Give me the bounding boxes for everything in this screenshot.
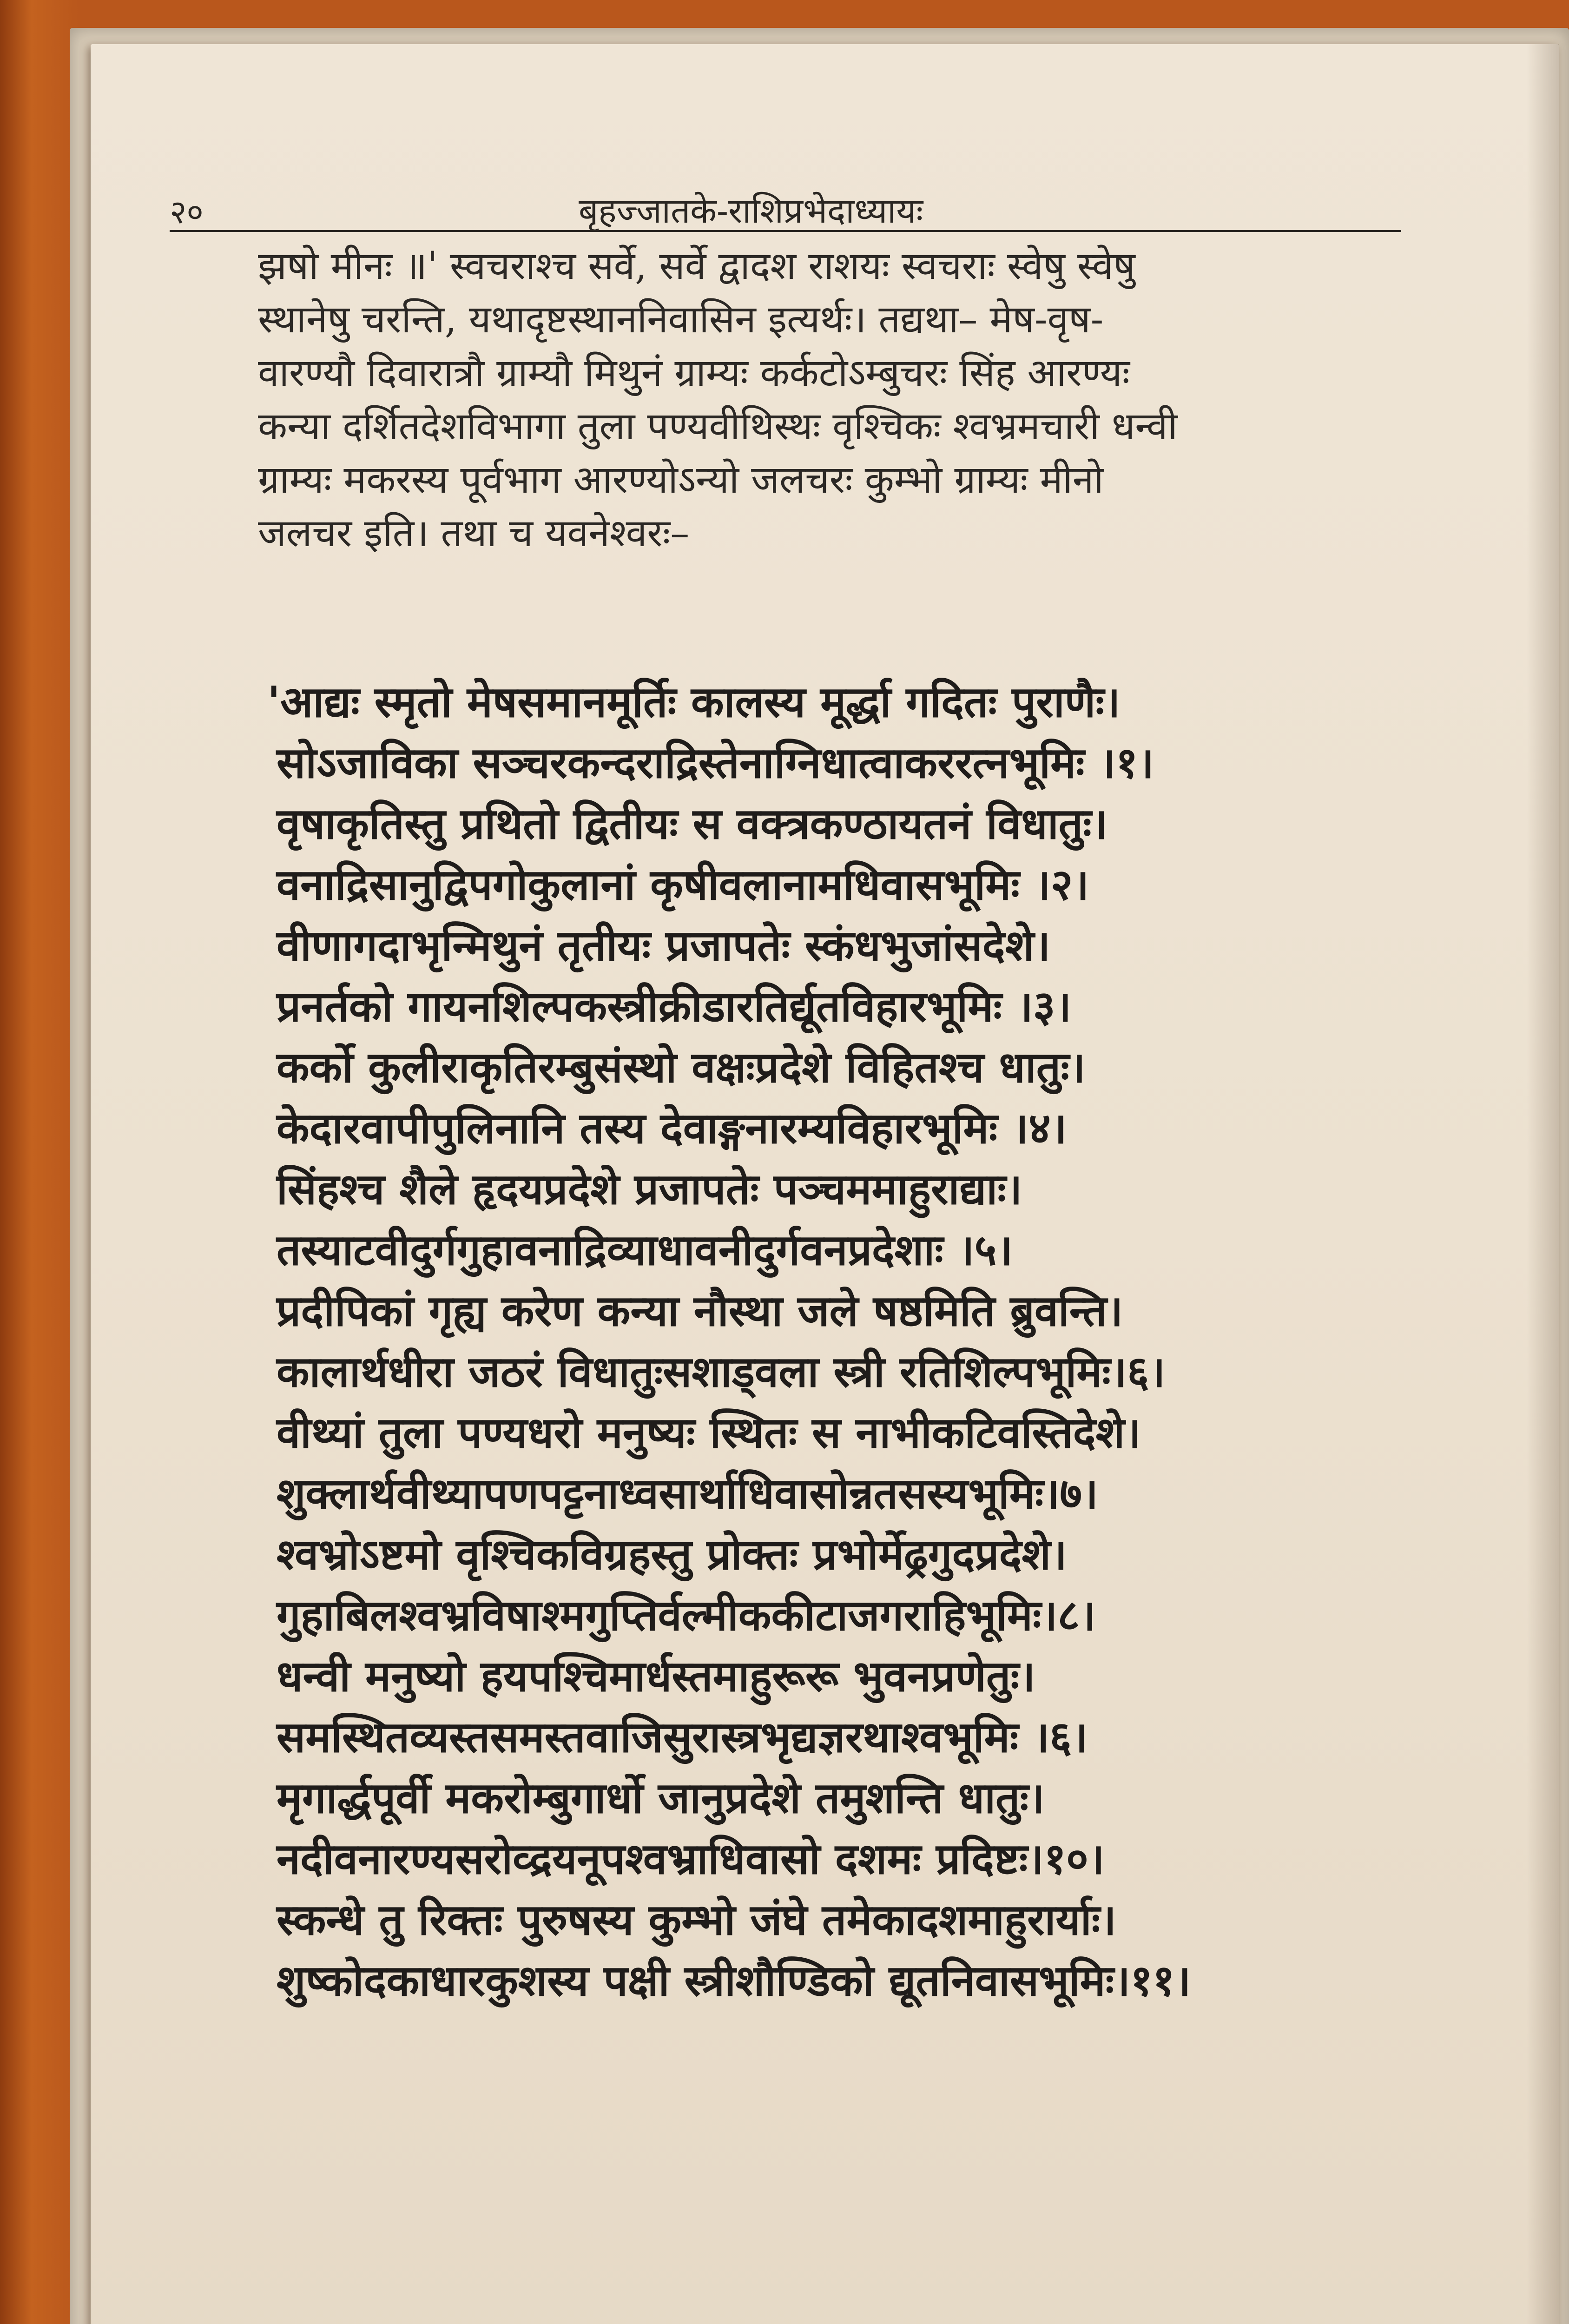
verse-line: समस्थितव्यस्तसमस्तवाजिसुरास्त्रभृद्यज्ञरथाश्वभूमिः ।६।	[277, 1712, 1088, 1762]
verse-line: श्वभ्रोऽष्टमो वृश्चिकविग्रहस्तु प्रोक्तः प्रभोर्मेढ्रगुदप्रदेशे।	[277, 1529, 1067, 1579]
verse-line: कर्को कुलीराकृतिरम्बुसंस्थो वक्षःप्रदेशे विहितश्च धातुः।	[277, 1042, 1086, 1092]
verse-line: शुष्कोदकाधारकुशस्य पक्षी स्त्रीशौण्डिको द्यूतनिवासभूमिः।११।	[277, 1955, 1191, 2006]
prose-line: ग्राम्यः मकरस्य पूर्वभाग आरण्योऽन्यो जलचरः कुम्भो ग्राम्यः मीनो	[258, 458, 1104, 502]
verse-line: सोऽजाविका सञ्चरकन्दराद्रिस्तेनाग्निधात्वाकररत्नभूमिः ।१।	[277, 738, 1154, 788]
running-title: बृहज्जातके-राशिप्रभेदाध्यायः	[579, 191, 923, 231]
verse-line: धन्वी मनुष्यो हयपश्चिमार्धस्तमाहुरूरू भुवनप्रणेतुः।	[277, 1651, 1035, 1701]
verse-line: वीथ्यां तुला पण्यधरो मनुष्यः स्थितः स नाभीकटिवस्तिदेशे।	[277, 1407, 1141, 1458]
verse-line: प्रदीपिकां गृह्य करेण कन्या नौस्था जले षष्ठमिति ब्रुवन्ति।	[277, 1286, 1123, 1336]
verse-line: शुक्लार्थवीथ्यापणपट्टनाध्वसार्थाधिवासोन्नतसस्यभूमिः।७।	[277, 1468, 1098, 1519]
prose-line: झषो मीनः ॥' स्वचराश्च सर्वे, सर्वे द्वादश राशयः स्वचराः स्वेषु स्वेषु	[258, 244, 1135, 288]
verse-line: सिंहश्च शैले हृदयप्रदेशे प्रजापतेः पञ्चममाहुराद्याः।	[277, 1164, 1022, 1214]
verse-line: कालार्थधीरा जठरं विधातुःसशाड्वला स्त्री रतिशिल्पभूमिः।६।	[277, 1347, 1166, 1397]
prose-line: जलचर इति। तथा च यवनेश्वरः–	[258, 511, 690, 555]
prose-line: स्थानेषु चरन्ति, यथादृष्टस्थाननिवासिन इत्यर्थः। तद्यथा– मेष-वृष-	[258, 297, 1104, 342]
verse-line: वृषाकृतिस्तु प्रथितो द्वितीयः स वक्त्रकण्ठायतनं विधातुः।	[277, 799, 1108, 849]
verse-line: स्कन्धे तु रिक्तः पुरुषस्य कुम्भो जंघे तमेकादशमाहुरार्याः।	[277, 1895, 1117, 1945]
verse-line: 'आद्यः स्मृतो मेषसमानमूर्तिः कालस्य मूर्द्धा गदितः पुराणैः।	[267, 677, 1121, 727]
verse-line: प्रनर्तको गायनशिल्पकस्त्रीक्रीडारतिर्द्यूतविहारभूमिः ।३।	[277, 981, 1072, 1031]
verse-line: वनाद्रिसानुद्विपगोकुलानां कृषीवलानामधिवासभूमिः ।२।	[277, 859, 1089, 910]
page-header	[170, 179, 1401, 232]
verse-line: गुहाबिलश्वभ्रविषाश्मगुप्तिर्वल्मीककीटाजगराहिभूमिः।८।	[277, 1590, 1096, 1640]
prose-line: कन्या दर्शितदेशविभागा तुला पण्यवीथिस्थः वृश्चिकः श्वभ्रमचारी धन्वी	[258, 404, 1178, 449]
page-number: २०	[170, 193, 204, 231]
verse-line: नदीवनारण्यसरोव्द्रयनूपश्वभ्राधिवासो दशमः प्रदिष्टः।१०।	[277, 1834, 1105, 1884]
verse-line: केदारवापीपुलिनानि तस्य देवाङ्गनारम्यविहारभूमिः ।४।	[277, 1103, 1067, 1153]
verse-line: मृगार्द्धपूर्वी मकरोम्बुगार्धो जानुप्रदेशे तमुशन्ति धातुः।	[277, 1773, 1045, 1823]
commentary-prose	[258, 239, 1401, 560]
verse-block	[267, 672, 1457, 2011]
prose-line: वारण्यौ दिवारात्रौ ग्राम्यौ मिथुनं ग्राम्यः कर्कटोऽम्बुचरः सिंह आरण्यः	[258, 351, 1130, 395]
verse-line: वीणागदाभृन्मिथुनं तृतीयः प्रजापतेः स्कंधभुजांसदेशे।	[277, 920, 1051, 971]
verse-line: तस्याटवीदुर्गगुहावनाद्रिव्याधावनीदुर्गवनप्रदेशाः ।५।	[277, 1225, 1013, 1275]
